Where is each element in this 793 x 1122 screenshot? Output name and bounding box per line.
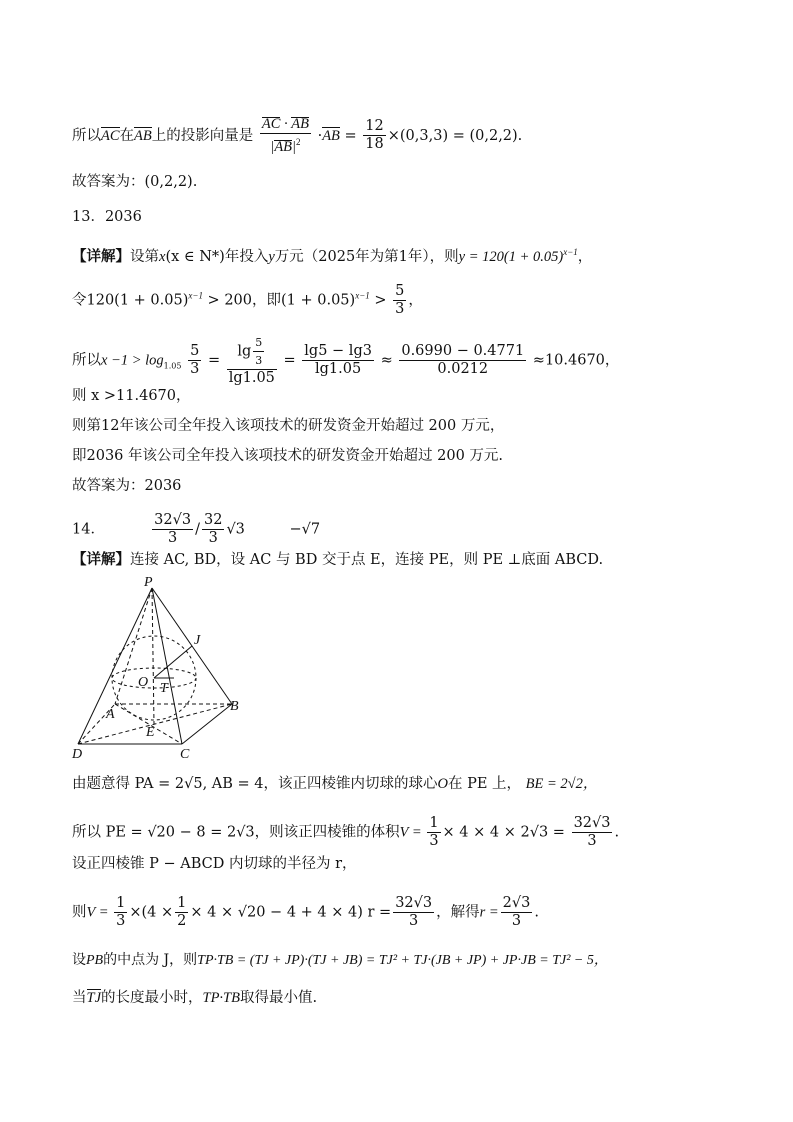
answer-line-13: 故答案为：2036: [72, 478, 182, 494]
line-13-inequality: 令$120(1 + 0.05)^{x-1} > 200$，即$(1 + 0.05)^{x-1}$ > $\frac{5}{3}$ ，: [72, 283, 423, 317]
line-14-conclusion: 当TJ的长度最小时，TP·TB取得最小值.: [72, 990, 318, 1006]
text: 上的投影向量是: [151, 127, 254, 144]
fraction-lg: lg $\frac{5}{3}$ lg1.05: [228, 336, 275, 386]
line-projection: 所以AC在AB上的投影向量是 $\frac{AC \cdot AB}{|AB|^2}$ ·AB = $\frac{12}{18}$ ×(0,3,3) = (0,2,2).: [72, 116, 523, 155]
line-14-given: 由题意得 PA = 2√5, AB = 4，该正四棱锥内切球的球心O在 PE 上， BE = 2√2，: [72, 776, 598, 792]
line-14-dot-product: 设PB的中点为 J，则TP·TB = (TJ + JP)·(TJ + JB) = TJ² + TJ·(JB + JP) + JP·JB = TJ² − 5，: [72, 952, 608, 968]
line-14-detail: 【详解】连接 AC, BD，设 AC 与 BD 交于点 E，连接 PE，则 PE ⊥底面 ABCD.: [72, 551, 604, 568]
fraction-12-18: $\frac{12}{18}$: [365, 118, 384, 153]
text: 在: [119, 127, 135, 144]
fraction-5-3: $\frac{5}{3}$: [395, 283, 405, 317]
line-14-volume: 所以 PE = √20 − 8 = 2√3，则该正四棱锥的体积V = $\frac{1}{3}$ × 4 × 4 × 2√3 = $\frac{32√3}{3}$ .: [72, 815, 620, 849]
line-14-radius: 设正四棱锥 P − ABCD 内切球的半径为 r，: [72, 856, 357, 872]
label-B: B: [230, 699, 239, 714]
label-D: D: [72, 747, 83, 762]
question-14-header: 14． $\frac{32√3}{3}$ / $\frac{32}{3}$ √3 −√7: [72, 512, 321, 546]
line-13-year2036: 即2036 年该公司全年投入该项技术的研发资金开始超过 200 万元.: [72, 448, 504, 464]
line-14-solve-r: 则V = $\frac{1}{3}$ ×(4 × $\frac{1}{2}$ × 4 × √20 − 4 + 4 × 4) r = $\frac{32√3}{3}$ ，解得r = $\frac{2√3}{3}$ .: [72, 895, 539, 929]
line-13-setup: 【详解】设第x(x ∈ N*)年投入y万元（2025年为第1年），则$y = 120(1 + 0.05)^{x-1}$，: [72, 247, 593, 265]
label-O: O: [138, 675, 149, 690]
text: 所以: [72, 127, 101, 144]
label-E: E: [146, 725, 155, 740]
vector-ab: AB: [134, 127, 152, 144]
label-T: T: [160, 681, 168, 696]
label-P: P: [144, 575, 153, 590]
label-C: C: [180, 747, 190, 762]
label-A: A: [106, 707, 115, 722]
line-13-year12: 则第12年该公司全年投入该项技术的研发资金开始超过 200 万元，: [72, 418, 505, 434]
line-13-log: 所以$x -1 > \log_{1.05}$ $\frac{5}{3}$ = lg $\frac{5}{3}$ lg1.05 = $\frac{\lg 5 - \lg 3}{\lg 1.05}$ ≈ $\frac{0.6990 - 0.4771}{0.0212}$ ≈10.4670，: [72, 336, 620, 386]
fraction-projection: $\frac{AC \cdot AB}{|AB|^2}$: [261, 116, 309, 155]
question-13-header: 13．2036: [72, 209, 142, 225]
answer-line-12: 故答案为：(0,2,2).: [72, 174, 198, 190]
pyramid-figure: [70, 574, 250, 764]
vector-ac: AC: [101, 127, 120, 144]
line-13-result: 则 x >11.4670，: [72, 388, 191, 404]
label-J: J: [194, 633, 201, 648]
